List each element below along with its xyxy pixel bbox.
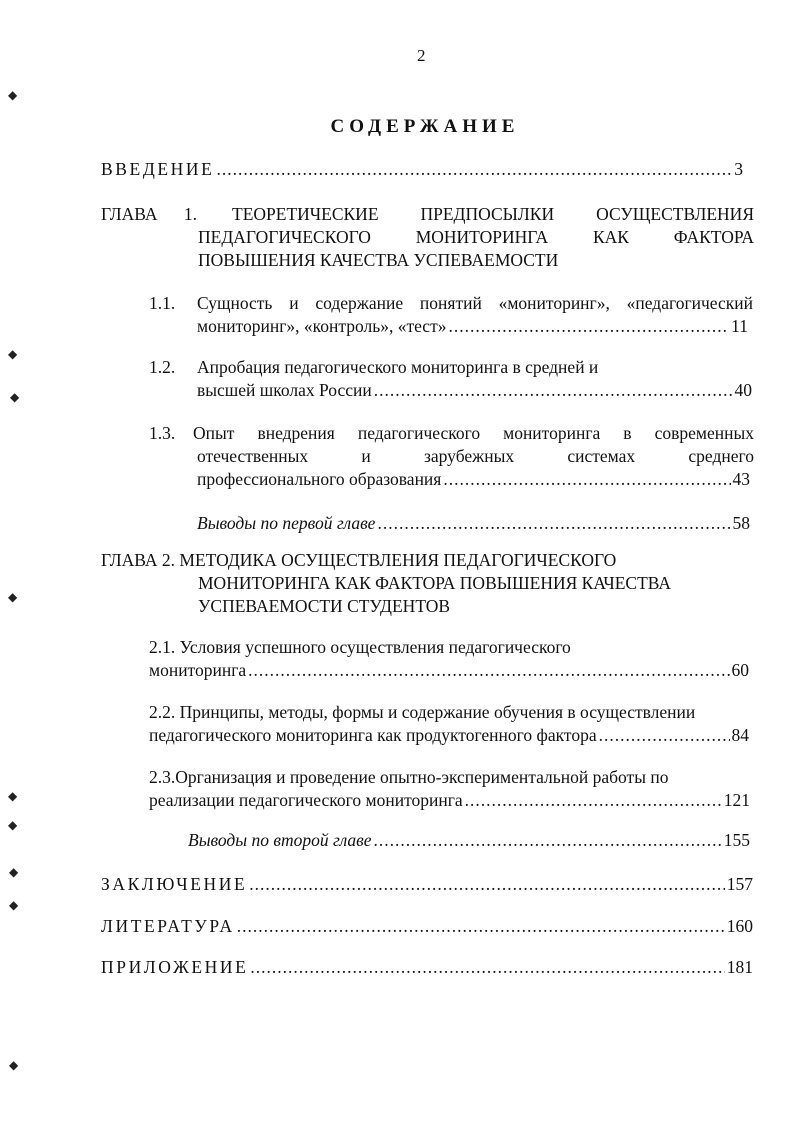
toc-entry-intro[interactable] bbox=[101, 158, 743, 180]
section-1-2-number: 1.2. bbox=[149, 357, 176, 377]
toc-entry-label: мониторинга bbox=[149, 660, 247, 680]
toc-entry-label: мониторинг», «контроль», «тест» bbox=[197, 316, 447, 336]
toc-entry-1-2[interactable] bbox=[197, 379, 752, 401]
section-1-3-title-line1: Опыт внедрения педагогического мониторинга в современных bbox=[193, 423, 754, 443]
scan-mark-icon: ◆ bbox=[10, 390, 20, 404]
toc-entry-page: 3 bbox=[734, 159, 743, 179]
toc-entry-2-1[interactable] bbox=[149, 659, 749, 681]
toc-entry-page: 43 bbox=[732, 469, 750, 489]
chapter-2-heading-line2: МОНИТОРИНГА КАК ФАКТОРА ПОВЫШЕНИЯ КАЧЕСТВА bbox=[198, 573, 671, 593]
scan-mark-icon: ◆ bbox=[9, 865, 19, 879]
scan-mark-icon: ◆ bbox=[8, 347, 18, 361]
dot-leader bbox=[249, 873, 724, 895]
scan-mark-icon: ◆ bbox=[8, 789, 18, 803]
toc-entry-label: Выводы по первой главе bbox=[197, 513, 376, 533]
toc-entry-label: педагогического мониторинга как продуктогенного фактора bbox=[149, 725, 597, 745]
toc-entry-appendix[interactable] bbox=[101, 956, 753, 978]
toc-entry-2-3[interactable] bbox=[149, 789, 750, 811]
chapter-1-title-part2: ПЕДАГОГИЧЕСКОГО МОНИТОРИНГА КАК ФАКТОРА bbox=[198, 227, 754, 247]
toc-entry-page: 40 bbox=[734, 380, 752, 400]
scan-mark-icon: ◆ bbox=[8, 590, 18, 604]
page-number: 2 bbox=[417, 46, 426, 65]
toc-entry-chapter-1-conclusion[interactable] bbox=[197, 512, 750, 534]
toc-entry-2-2[interactable] bbox=[149, 724, 749, 746]
toc-entry-literature[interactable] bbox=[101, 915, 753, 937]
chapter-2-heading-line1: ГЛАВА 2. МЕТОДИКА ОСУЩЕСТВЛЕНИЯ ПЕДАГОГИЧЕСКОГО bbox=[101, 550, 617, 570]
chapter-1-heading-line1 bbox=[101, 203, 754, 225]
scan-mark-icon: ◆ bbox=[9, 1058, 19, 1072]
toc-entry-page: 84 bbox=[731, 725, 749, 745]
section-2-3-title-line1: 2.3.Организация и проведение опытно-экспериментальной работы по bbox=[149, 767, 669, 787]
scan-mark-icon: ◆ bbox=[9, 898, 19, 912]
section-1-3-number: 1.3. bbox=[149, 423, 176, 443]
dot-leader bbox=[374, 829, 722, 851]
toc-entry-page: 11 bbox=[731, 316, 748, 336]
page-title: СОДЕРЖАНИЕ bbox=[330, 116, 520, 137]
dot-leader bbox=[443, 468, 730, 490]
toc-entry-label: ПРИЛОЖЕНИЕ bbox=[101, 957, 249, 977]
toc-entry-1-3[interactable] bbox=[197, 468, 750, 490]
section-1-2-title-line1: Апробация педагогического мониторинга в средней и bbox=[197, 357, 599, 377]
scan-mark-icon: ◆ bbox=[8, 818, 18, 832]
section-1-3-title-line2: отечественных и зарубежных системах среднего bbox=[197, 446, 754, 466]
dot-leader bbox=[248, 659, 729, 681]
toc-entry-label: высшей школах России bbox=[197, 380, 372, 400]
chapter-2-heading-line3: УСПЕВАЕМОСТИ СТУДЕНТОВ bbox=[198, 596, 451, 616]
dot-leader bbox=[465, 789, 722, 811]
toc-entry-label: ВВЕДЕНИЕ bbox=[101, 159, 215, 179]
dot-leader bbox=[448, 315, 729, 337]
toc-entry-label: Выводы по второй главе bbox=[188, 830, 372, 850]
toc-entry-label: ЛИТЕРАТУРА bbox=[101, 916, 235, 936]
toc-entry-page: 60 bbox=[731, 660, 749, 680]
dot-leader bbox=[216, 158, 732, 180]
toc-entry-label: профессионального образования bbox=[197, 469, 442, 489]
dot-leader bbox=[377, 512, 730, 534]
toc-entry-label: ЗАКЛЮЧЕНИЕ bbox=[101, 874, 248, 894]
toc-entry-page: 58 bbox=[732, 513, 750, 533]
dot-leader bbox=[374, 379, 733, 401]
section-2-2-title-line1: 2.2. Принципы, методы, формы и содержание обучения в осуществлении bbox=[149, 702, 696, 722]
toc-entry-page: 181 bbox=[726, 957, 753, 977]
toc-entry-1-1[interactable] bbox=[197, 315, 748, 337]
toc-entry-chapter-2-conclusion[interactable] bbox=[188, 829, 750, 851]
section-1-1-number: 1.1. bbox=[149, 293, 176, 313]
toc-entry-page: 157 bbox=[726, 874, 753, 894]
toc-entry-page: 155 bbox=[723, 830, 750, 850]
toc-entry-page: 121 bbox=[723, 790, 750, 810]
toc-entry-page: 160 bbox=[726, 916, 753, 936]
chapter-1-prefix: ГЛАВА 1. bbox=[101, 204, 198, 224]
toc-entry-conclusion[interactable] bbox=[101, 873, 753, 895]
section-1-1-title-line1: Сущность и содержание понятий «мониторинг», «педагогический bbox=[197, 293, 753, 313]
section-2-1-title-line1: 2.1. Условия успешного осуществления педагогического bbox=[149, 637, 571, 657]
scan-mark-icon: ◆ bbox=[8, 88, 18, 102]
dot-leader bbox=[237, 915, 725, 937]
chapter-1-title-part1: ТЕОРЕТИЧЕСКИЕ ПРЕДПОСЫЛКИ ОСУЩЕСТВЛЕНИЯ bbox=[232, 204, 754, 224]
chapter-1-title-part3: ПОВЫШЕНИЯ КАЧЕСТВА УСПЕВАЕМОСТИ bbox=[198, 250, 559, 270]
dot-leader bbox=[250, 956, 724, 978]
toc-entry-label: реализации педагогического мониторинга bbox=[149, 790, 463, 810]
dot-leader bbox=[599, 724, 730, 746]
